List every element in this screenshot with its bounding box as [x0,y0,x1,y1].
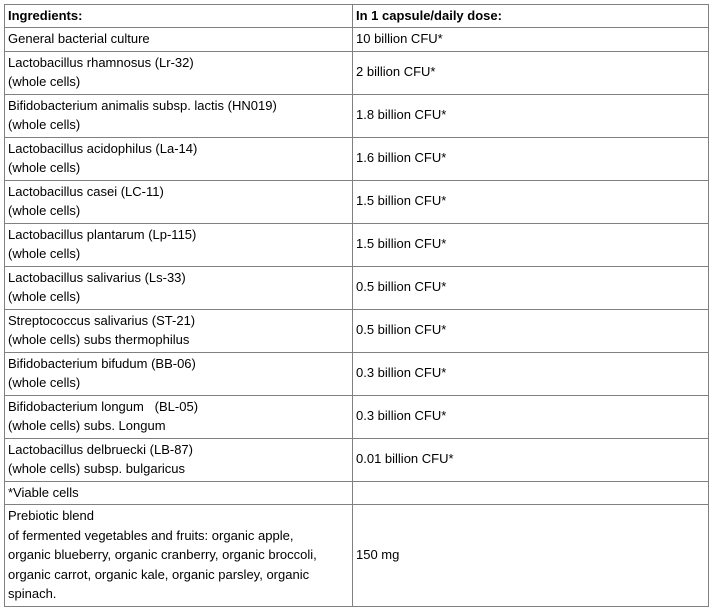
ingredient-cell [5,94,353,137]
ingredient-line: *Viable cells [8,484,79,500]
table-row [5,352,709,395]
ingredients-table [4,4,709,607]
ingredient-cell [5,505,353,607]
ingredient-line: Lactobacillus plantarum (Lp-115) [8,226,197,242]
header-dose: In 1 capsule/daily dose: [353,5,709,28]
ingredient-line: organic carrot, organic kale, organic parsley, organic [8,566,310,582]
dose-cell: 0.5 billion CFU* [353,309,709,352]
ingredient-line: (whole cells) subs. Longum [8,418,166,433]
ingredient-line: (whole cells) [8,117,81,132]
dose-cell: 0.3 billion CFU* [353,352,709,395]
table-row [5,309,709,352]
ingredient-cell [5,309,353,352]
ingredient-line: Lactobacillus salivarius (Ls-33) [8,269,186,285]
table-row [5,94,709,137]
dose-cell: 0.01 billion CFU* [353,438,709,481]
table-row [5,505,709,607]
ingredient-cell [5,137,353,180]
ingredient-line: organic blueberry, organic cranberry, organic broccoli, [8,547,317,562]
dose-cell: 10 billion CFU* [353,28,709,52]
ingredient-cell [5,28,353,52]
ingredient-line: Bifidobacterium animalis subsp. lactis (HN019) [8,97,277,113]
ingredient-line: spinach. [8,586,57,601]
ingredient-line: Prebiotic blend [8,508,94,523]
ingredient-cell [5,395,353,438]
ingredient-line: (whole cells) [8,203,81,218]
ingredient-line: General bacterial culture [8,31,150,46]
table-row [5,51,709,94]
ingredient-cell [5,438,353,481]
ingredient-cell [5,223,353,266]
ingredient-line: (whole cells) [8,160,81,175]
ingredient-line: Bifidobacterium longum (BL-05) [8,398,199,414]
table-row [5,395,709,438]
table-row [5,266,709,309]
table-row [5,180,709,223]
ingredient-line: Streptococcus salivarius (ST-21) [8,312,196,328]
ingredient-line: (whole cells) [8,375,81,390]
ingredient-cell [5,352,353,395]
dose-cell: 1.6 billion CFU* [353,137,709,180]
header-ingredients: Ingredients: [5,5,353,28]
table-row [5,223,709,266]
table-row [5,481,709,505]
ingredient-line: (whole cells) subsp. bulgaricus [8,461,186,476]
ingredient-line: (whole cells) [8,246,81,261]
table-header-row [5,5,709,28]
ingredient-line: Lactobacillus acidophilus (La-14) [8,140,198,156]
ingredient-cell [5,51,353,94]
dose-cell: 2 billion CFU* [353,51,709,94]
ingredient-line: of fermented vegetables and fruits: organic apple, [8,527,294,543]
ingredients-table-container [4,4,709,607]
ingredient-line: Bifidobacterium bifudum (BB-06) [8,355,196,371]
dose-cell: 0.5 billion CFU* [353,266,709,309]
table-row [5,28,709,52]
ingredient-line: Lactobacillus delbruecki (LB-87) [8,441,193,457]
dose-cell: 150 mg [353,505,709,607]
ingredient-line: (whole cells) subs thermophilus [8,332,190,347]
ingredient-line: Lactobacillus casei (LC-11) [8,183,164,199]
dose-cell: 1.5 billion CFU* [353,223,709,266]
ingredient-line: Lactobacillus rhamnosus (Lr-32) [8,54,194,70]
dose-cell: 1.5 billion CFU* [353,180,709,223]
dose-cell: 0.3 billion CFU* [353,395,709,438]
table-body [5,28,709,607]
ingredient-line: (whole cells) [8,289,81,304]
ingredient-line: (whole cells) [8,74,81,89]
dose-cell: 1.8 billion CFU* [353,94,709,137]
ingredient-cell [5,481,353,505]
table-row [5,137,709,180]
ingredient-cell [5,180,353,223]
dose-cell [353,481,709,505]
table-row [5,438,709,481]
ingredient-cell [5,266,353,309]
